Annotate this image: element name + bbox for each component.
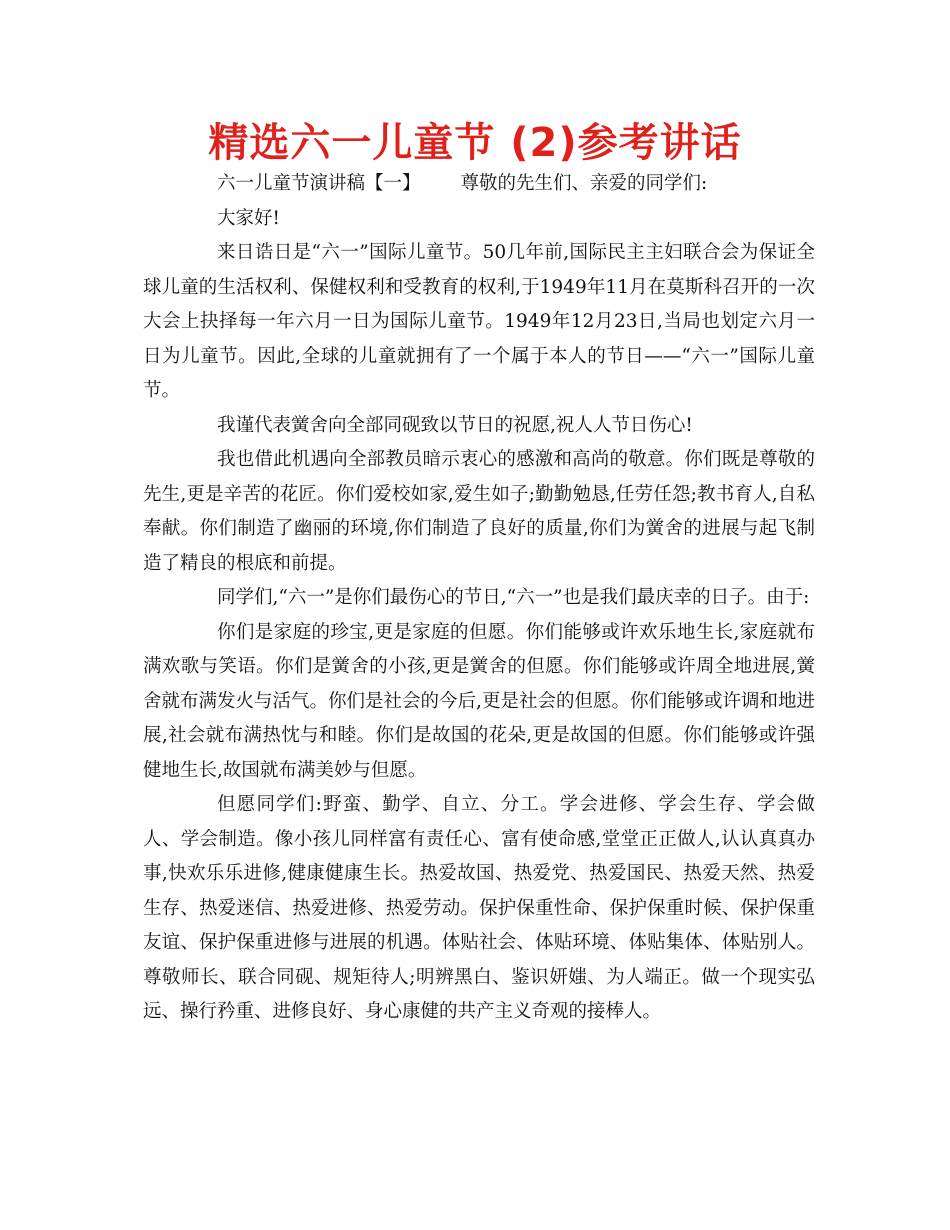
speech-heading: 六一儿童节演讲稿【一】 [217, 173, 421, 194]
paragraph-wishes: 我谨代表黉舍向全部同砚致以节日的祝愿,祝人人节日伤心! [217, 414, 693, 436]
document-body [143, 167, 815, 1030]
heading-line [143, 167, 815, 202]
paragraph-greeting: 大家好! [217, 207, 280, 229]
paragraph-expectations: 但愿同学们:野蛮、勤学、自立、分工。学会进修、学会生存、学会做人、学会制造。像小孩儿同样富有责任心、富有使命感,堂堂正正做人,认认真真办事,快欢乐乐进修,健康健康生长。热爱故国、热爱党、热爱国民、热爱天然、热爱生存、热爱迷信、热爱进修、热爱劳动。保护保重性命、保护保重时候、保护保重友谊、保护保重进修与进展的机遇。体贴社会、体贴环境、体贴集体、体贴别人。尊敬师长、联合同砚、规矩待人;明辨黑白、鉴识妍媸、为人端正。做一个现实弘远、操行矜重、进修良好、身心康健的共产主义奇观的接棒人。 [143, 794, 815, 1022]
paragraph-teachers: 我也借此机遇向全部教员暗示衷心的感激和高尚的敬意。你们既是尊敬的先生,更是辛苦的花匠。你们爱校如家,爱生如子;勤勤勉恳,任劳任怨;教书育人,自私奉献。你们制造了幽丽的环境,你们制造了良好的质量,你们为黉舍的进展与起飞制造了精良的根底和前提。 [143, 449, 815, 574]
paragraph-hope: 你们是家庭的珍宝,更是家庭的但愿。你们能够或许欢乐地生长,家庭就布满欢歌与笑语。你们是黉舍的小孩,更是黉舍的但愿。你们能够或许周全地进展,黉舍就布满发火与活气。你们是社会的今后,更是社会的但愿。你们能够或许调和地进展,社会就布满热忱与和睦。你们是故国的花朵,更是故国的但愿。你们能够或许强健地生长,故国就布满美妙与但愿。 [143, 621, 815, 781]
paragraph-students: 同学们,“六一”是你们最伤心的节日,“六一”也是我们最庆幸的日子。由于: [217, 587, 810, 608]
document-title: 精选六一儿童节 (2)参考讲话 [208, 120, 742, 166]
salutation: 尊敬的先生们、亲爱的同学们: [460, 173, 708, 194]
paragraph-intro: 来日诰日是“六一”国际儿童节。50几年前,国际民主主妇联合会为保证全球儿童的生活权利、保健权利和受教育的权利,于1949年11月在莫斯科召开的一次大会上抉择每一年六月一日为国际儿童节。1949年12月23日,当局也划定六月一日为儿童节。因此,全球的儿童就拥有了一个属于本人的节日——“六一”国际儿童节。 [143, 242, 815, 401]
